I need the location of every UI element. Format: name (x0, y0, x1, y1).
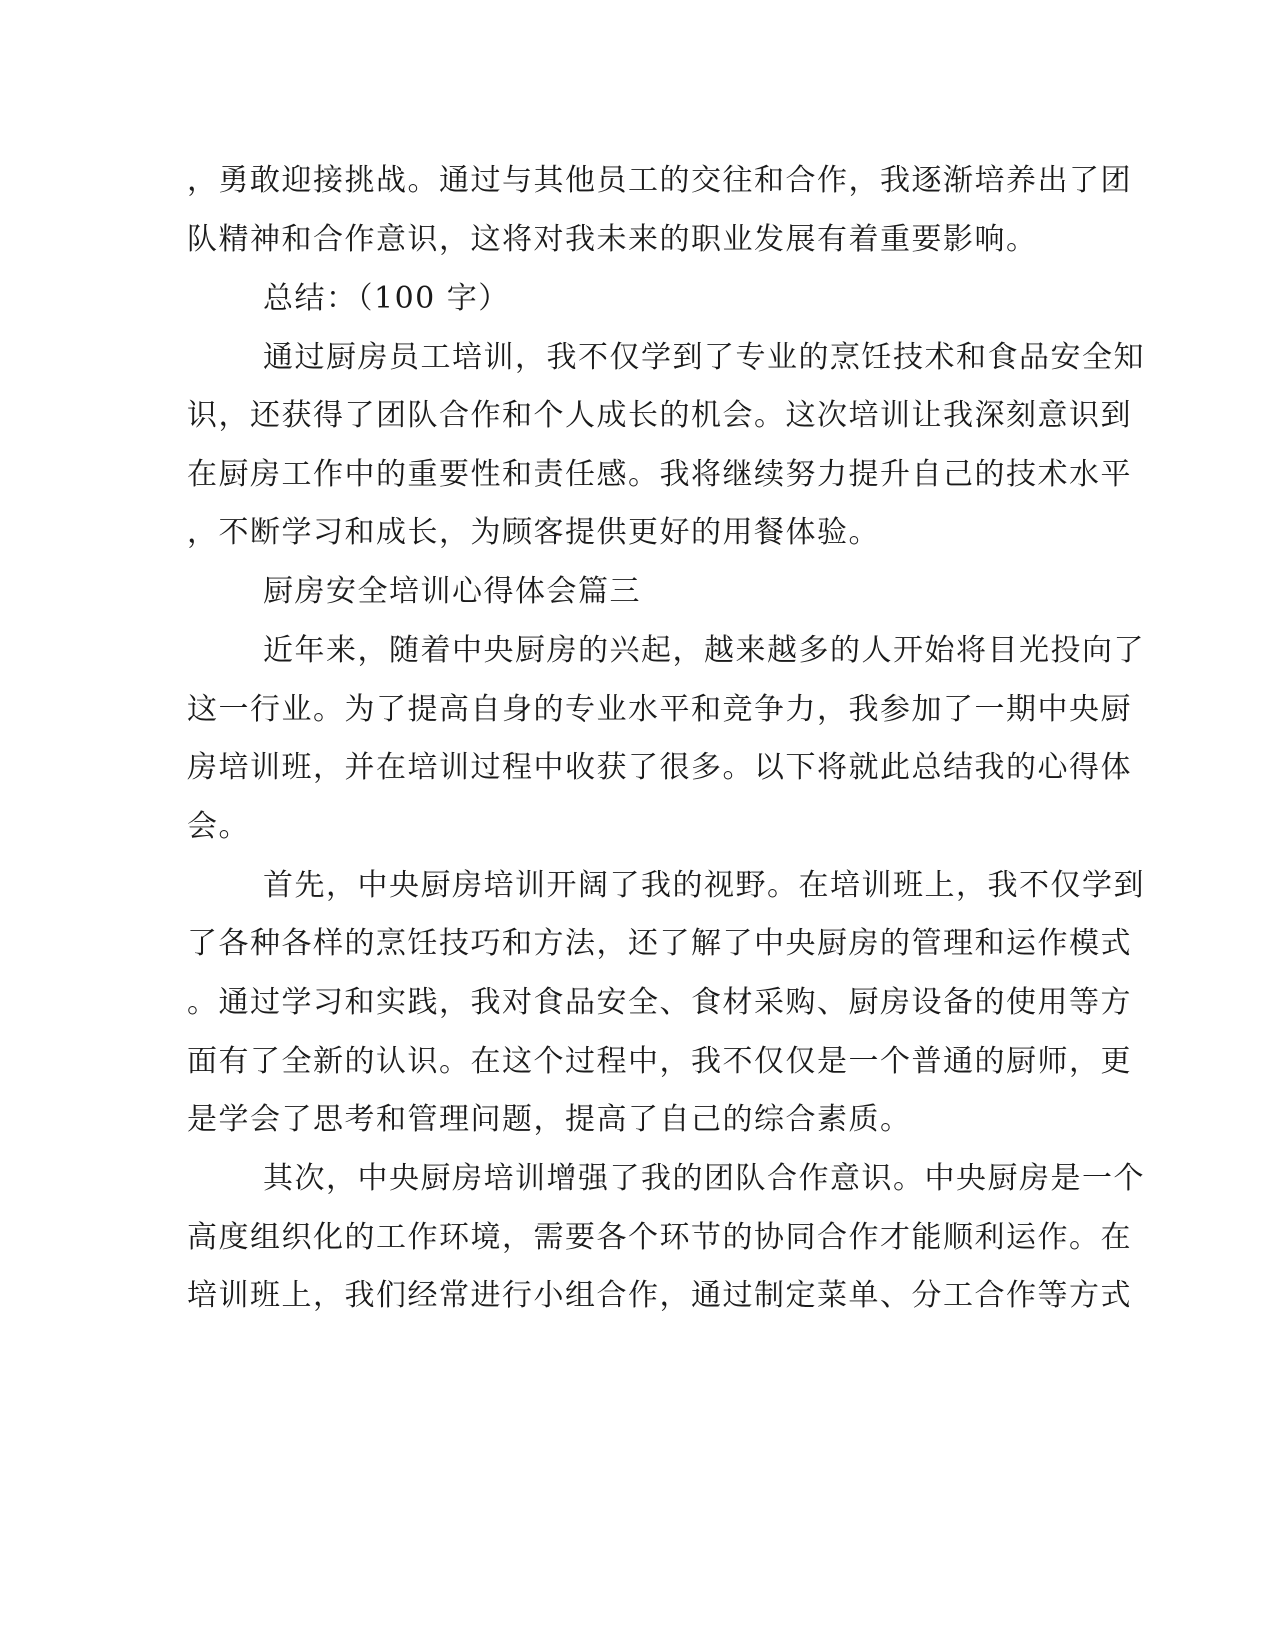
paragraph-line: 这一行业。为了提高自身的专业水平和竞争力，我参加了一期中央厨 (187, 692, 1132, 727)
paragraph-line: 在厨房工作中的重要性和责任感。我将继续努力提升自己的技术水平 (187, 457, 1132, 492)
paragraph-line: 是学会了思考和管理问题，提高了自己的综合素质。 (187, 1102, 912, 1137)
paragraph-line: 队精神和合作意识，这将对我未来的职业发展有着重要影响。 (187, 222, 1038, 257)
summary-heading: 总结：（100 字） (263, 281, 510, 316)
paragraph-line: 高度组织化的工作环境，需要各个环节的协同合作才能顺利运作。在 (187, 1220, 1132, 1255)
paragraph-line: 会。 (187, 809, 250, 844)
paragraph-line: 近年来，随着中央厨房的兴起，越来越多的人开始将目光投向了 (263, 633, 1145, 668)
section-title: 厨房安全培训心得体会篇三 (263, 574, 641, 609)
paragraph-line: 了各种各样的烹饪技巧和方法，还了解了中央厨房的管理和运作模式 (187, 926, 1132, 961)
paragraph-line: ，不断学习和成长，为顾客提供更好的用餐体验。 (187, 515, 880, 550)
paragraph-line: 通过厨房员工培训，我不仅学到了专业的烹饪技术和食品安全知 (263, 340, 1145, 375)
paragraph-line: 房培训班，并在培训过程中收获了很多。以下将就此总结我的心得体 (187, 750, 1132, 785)
paragraph-line: 。通过学习和实践，我对食品安全、食材采购、厨房设备的使用等方 (187, 985, 1132, 1020)
paragraph-line: ，勇敢迎接挑战。通过与其他员工的交往和合作，我逐渐培养出了团 (187, 163, 1132, 198)
paragraph-line: 其次，中央厨房培训增强了我的团队合作意识。中央厨房是一个 (263, 1161, 1145, 1196)
paragraph-line: 首先，中央厨房培训开阔了我的视野。在培训班上，我不仅学到 (263, 868, 1145, 903)
paragraph-line: 识，还获得了团队合作和个人成长的机会。这次培训让我深刻意识到 (187, 398, 1132, 433)
paragraph-line: 培训班上，我们经常进行小组合作，通过制定菜单、分工合作等方式 (187, 1278, 1132, 1313)
paragraph-line: 面有了全新的认识。在这个过程中，我不仅仅是一个普通的厨师，更 (187, 1044, 1132, 1079)
